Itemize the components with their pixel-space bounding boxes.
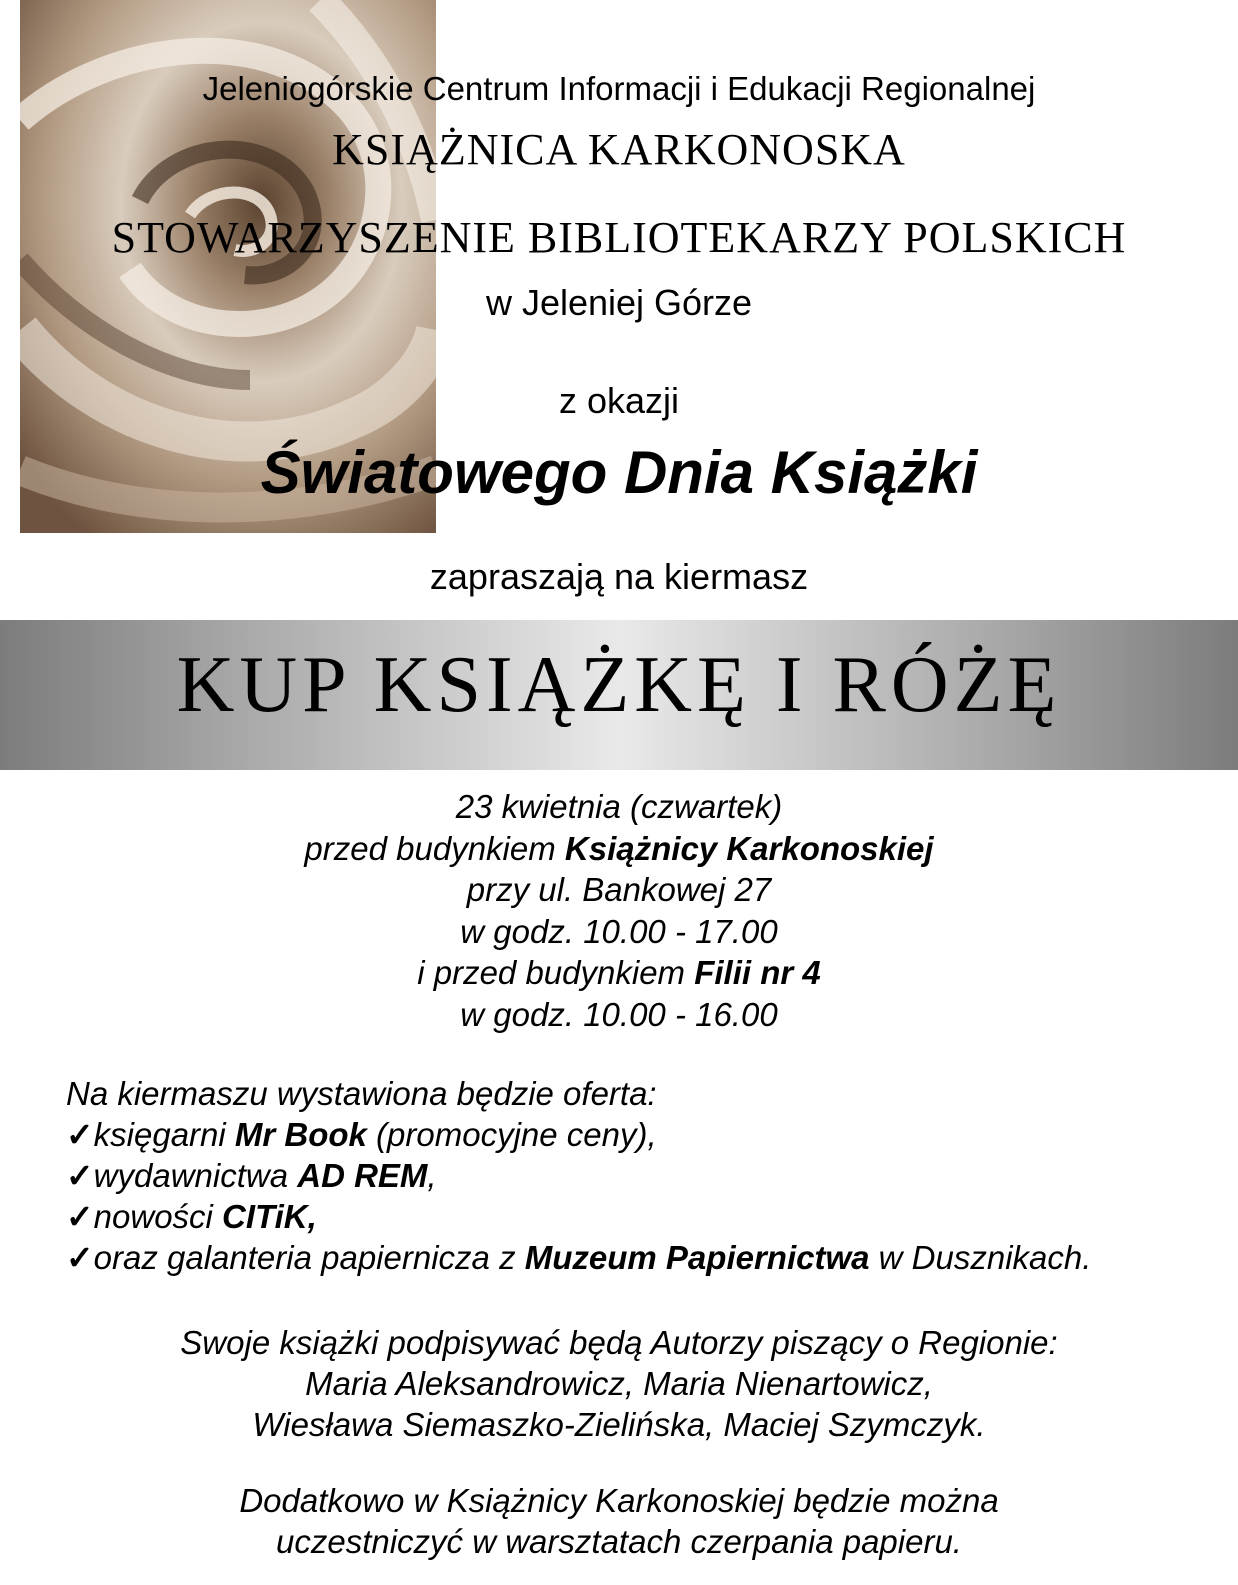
city-line: w Jeleniej Górze [485, 282, 753, 323]
extra-section [0, 1480, 1238, 1562]
event-date: 23 kwietnia (czwartek) [455, 788, 783, 825]
banner-title: KUP KSIĄŻKĘ I RÓŻĘ [176, 641, 1062, 729]
association-name: STOWARZYSZENIE BIBLIOTEKARZY POLSKICH [111, 213, 1127, 262]
event-place-1: przed budynkiem Książnicy Karkonoskiej [304, 829, 934, 867]
check-icon: ✓ [66, 1198, 94, 1235]
library-name: KSIĄŻNICA KARKONOSKA [332, 125, 906, 174]
extra-line-1: Dodatkowo w Książnicy Karkonoskiej będzie można [239, 1482, 999, 1519]
authors-section [0, 1322, 1238, 1445]
list-item: ✓oraz galanteria papiernicza z Muzeum Papiernictwa w Dusznikach. [66, 1239, 1092, 1276]
event-address: przy ul. Bankowej 27 [466, 871, 772, 908]
event-details [0, 786, 1238, 1035]
check-icon: ✓ [66, 1116, 94, 1153]
event-hours-2: w godz. 10.00 - 16.00 [460, 995, 778, 1033]
check-icon: ✓ [66, 1157, 94, 1194]
event-hours-1: w godz. 10.00 - 17.00 [460, 912, 778, 950]
organization-line: Jeleniogórskie Centrum Informacji i Edukacji Regionalnej [202, 70, 1036, 107]
check-icon: ✓ [66, 1239, 94, 1276]
authors-names-1: Maria Aleksandrowicz, Maria Nienartowicz, [305, 1365, 933, 1402]
offer-section [66, 1073, 1091, 1278]
event-place-2: i przed budynkiem Filii nr 4 [417, 954, 821, 991]
occasion-intro: z okazji [558, 380, 680, 421]
authors-intro: Swoje książki podpisywać będą Autorzy piszący o Regionie: [180, 1324, 1058, 1361]
occasion-title: Światowego Dnia Książki [260, 439, 978, 506]
authors-names-2: Wiesława Siemaszko-Zielińska, Maciej Szymczyk. [252, 1406, 986, 1443]
list-item: ✓księgarni Mr Book (promocyjne ceny), [66, 1116, 657, 1153]
extra-line-2: uczestniczyć w warsztatach czerpania papieru. [276, 1523, 962, 1560]
list-item: ✓wydawnictwa AD REM, [66, 1157, 437, 1194]
offer-heading: Na kiermaszu wystawiona będzie oferta: [66, 1075, 657, 1112]
list-item: ✓nowości CITiK, [66, 1198, 317, 1235]
invite-text: zapraszają na kiermasz [429, 556, 809, 597]
